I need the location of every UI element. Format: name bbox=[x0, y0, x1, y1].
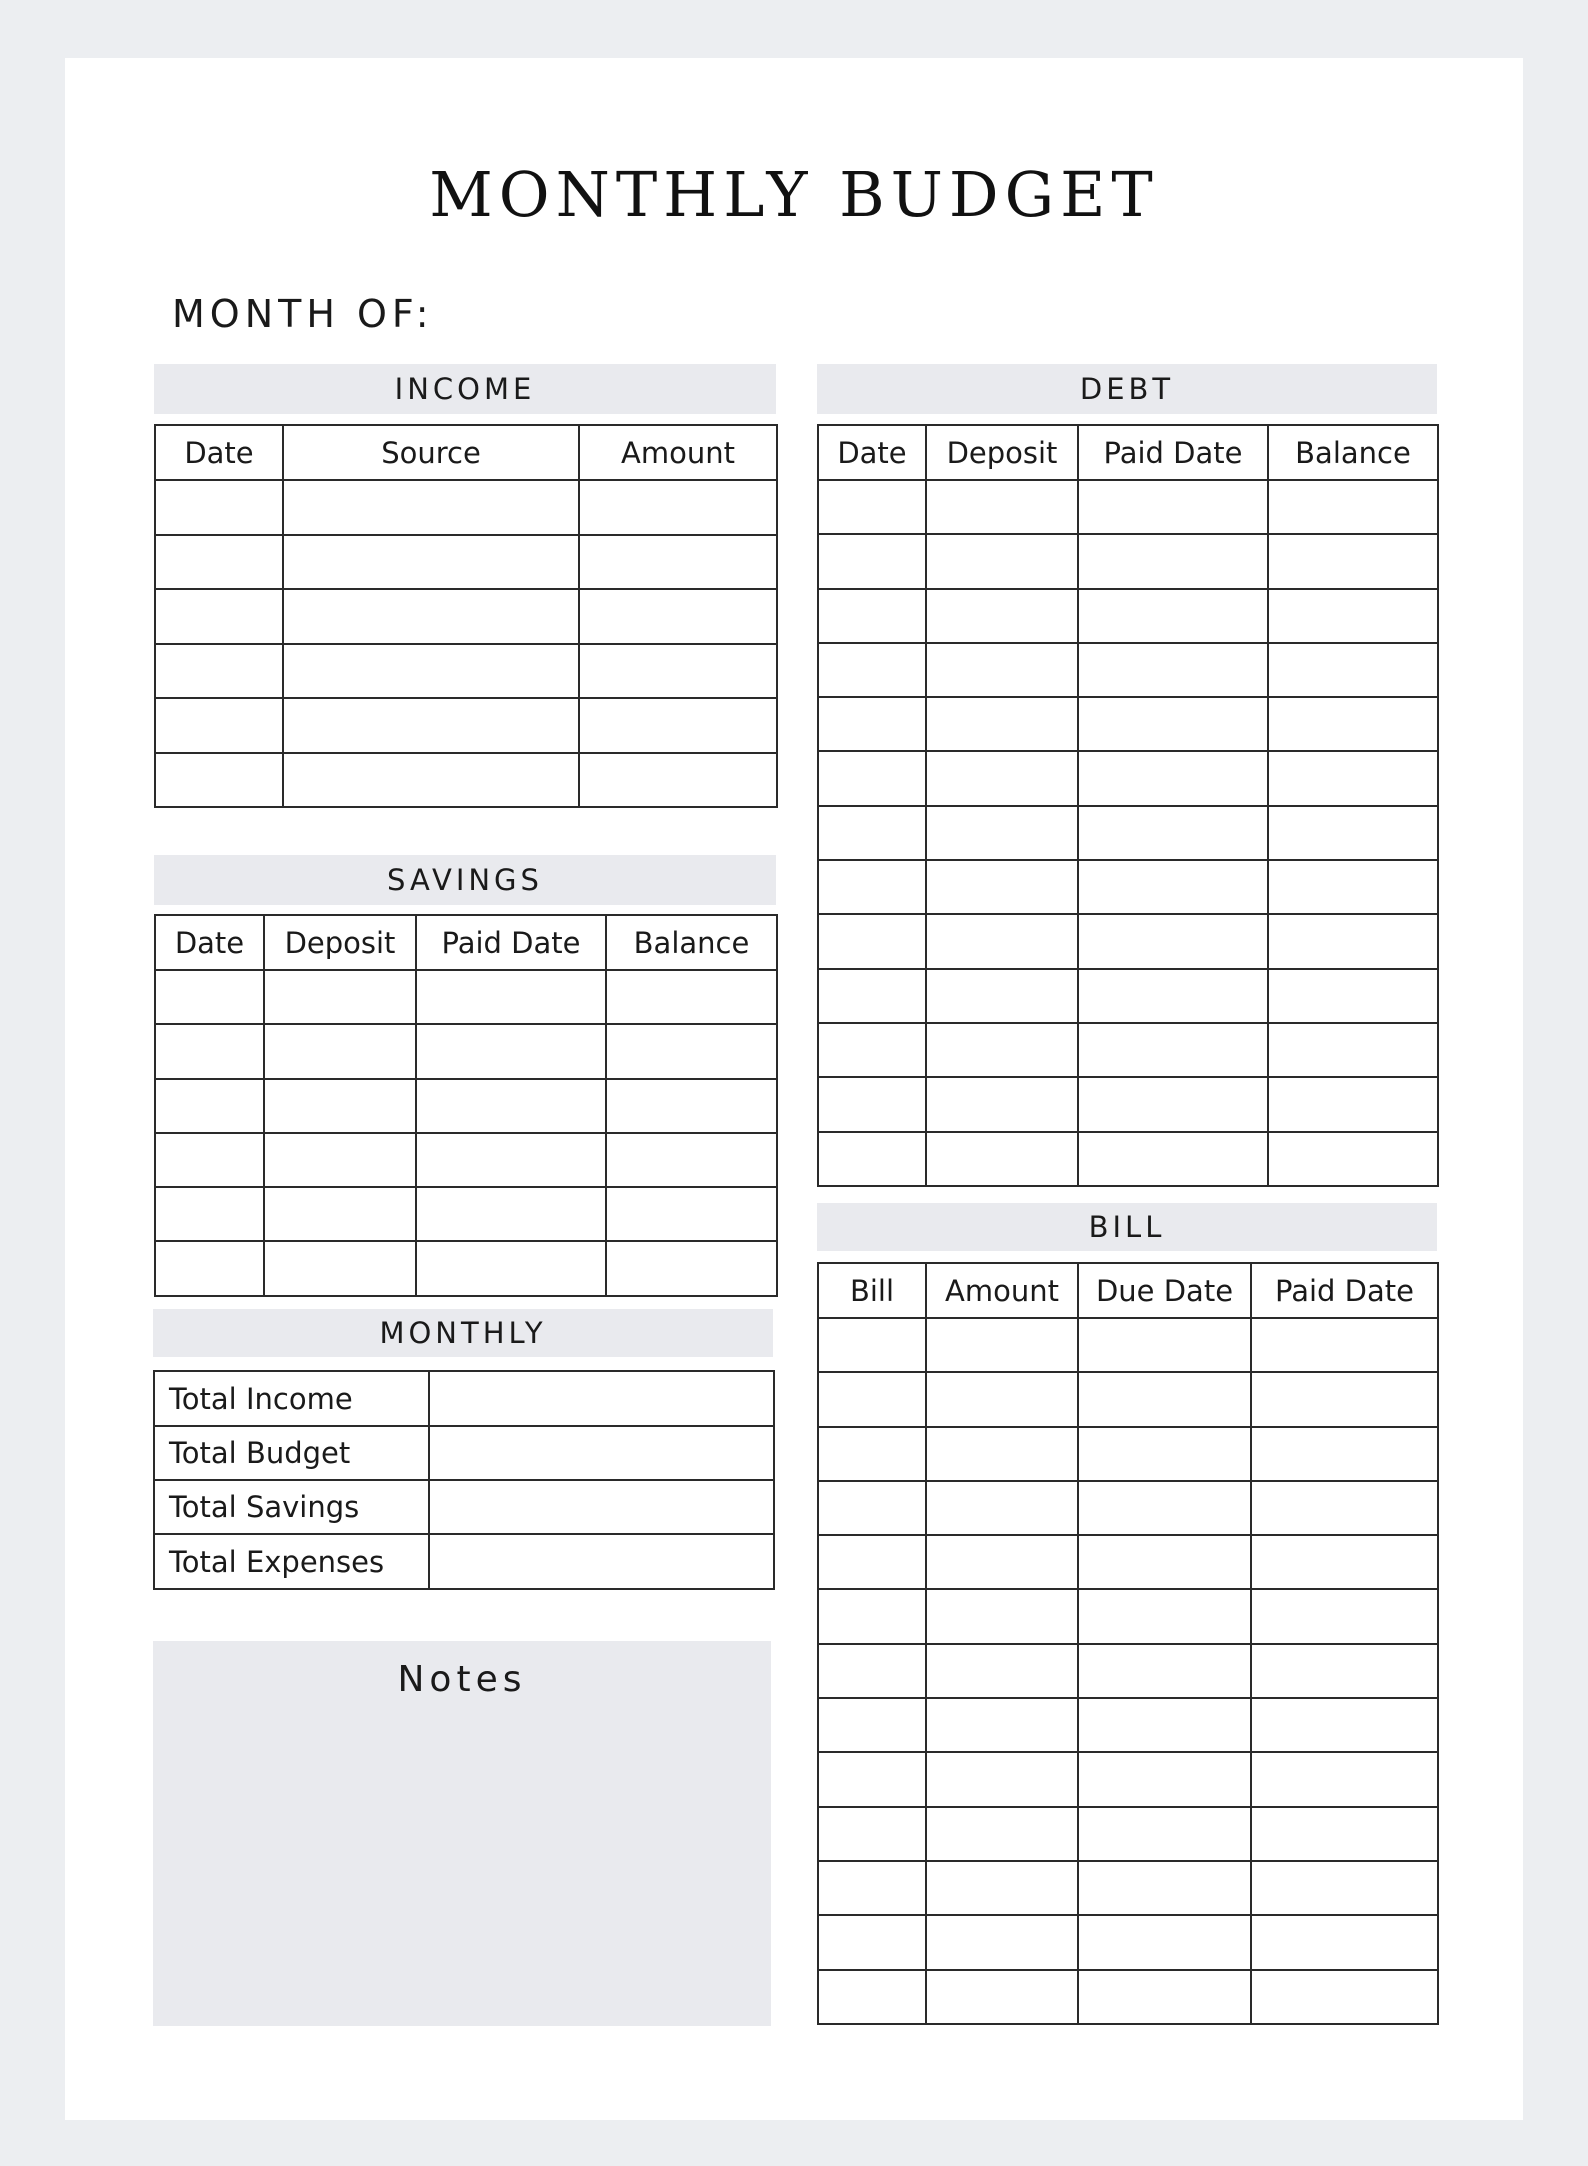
income-row bbox=[155, 753, 777, 808]
bill-cell[interactable] bbox=[1251, 1698, 1438, 1752]
debt-cell[interactable] bbox=[926, 914, 1078, 968]
income-cell[interactable] bbox=[155, 644, 283, 699]
debt-cell[interactable] bbox=[1268, 751, 1438, 805]
total-budget-label: Total Budget bbox=[154, 1426, 429, 1480]
debt-cell[interactable] bbox=[926, 806, 1078, 860]
bill-cell[interactable] bbox=[818, 1807, 926, 1861]
debt-row bbox=[818, 1132, 1438, 1186]
income-cell[interactable] bbox=[283, 535, 579, 590]
debt-cell[interactable] bbox=[926, 534, 1078, 588]
bill-col-due-date: Due Date bbox=[1078, 1263, 1251, 1318]
debt-cell[interactable] bbox=[1078, 1077, 1268, 1131]
bill-row bbox=[818, 1589, 1438, 1643]
savings-cell[interactable] bbox=[155, 1133, 264, 1187]
debt-row bbox=[818, 643, 1438, 697]
savings-cell[interactable] bbox=[155, 1187, 264, 1241]
income-cell[interactable] bbox=[283, 480, 579, 535]
income-body bbox=[155, 480, 777, 807]
debt-table bbox=[817, 424, 1439, 1187]
bill-cell[interactable] bbox=[1078, 1644, 1251, 1698]
debt-cell[interactable] bbox=[818, 534, 926, 588]
bill-table bbox=[817, 1262, 1439, 2025]
debt-cell[interactable] bbox=[818, 860, 926, 914]
bill-cell[interactable] bbox=[1078, 1970, 1251, 2024]
bill-col-amount: Amount bbox=[926, 1263, 1078, 1318]
bill-cell[interactable] bbox=[1078, 1481, 1251, 1535]
income-cell[interactable] bbox=[283, 644, 579, 699]
savings-row bbox=[155, 970, 777, 1024]
debt-cell[interactable] bbox=[926, 1132, 1078, 1186]
bill-row bbox=[818, 1861, 1438, 1915]
bill-row bbox=[818, 1481, 1438, 1535]
bill-cell[interactable] bbox=[926, 1861, 1078, 1915]
bill-cell[interactable] bbox=[1078, 1752, 1251, 1806]
debt-cell[interactable] bbox=[818, 480, 926, 534]
bill-cell[interactable] bbox=[818, 1752, 926, 1806]
bill-body bbox=[818, 1318, 1438, 2024]
debt-col-date: Date bbox=[818, 425, 926, 480]
debt-cell[interactable] bbox=[1268, 589, 1438, 643]
income-col-source: Source bbox=[283, 425, 579, 480]
debt-cell[interactable] bbox=[1078, 1132, 1268, 1186]
bill-cell[interactable] bbox=[1078, 1861, 1251, 1915]
savings-cell[interactable] bbox=[606, 1024, 777, 1078]
page-title: MONTHLY BUDGET bbox=[429, 158, 1159, 231]
income-cell[interactable] bbox=[283, 589, 579, 644]
income-cell[interactable] bbox=[579, 589, 777, 644]
savings-cell[interactable] bbox=[264, 970, 416, 1024]
bill-heading: BILL bbox=[817, 1203, 1437, 1251]
debt-cell[interactable] bbox=[1078, 860, 1268, 914]
bill-cell[interactable] bbox=[1251, 1752, 1438, 1806]
debt-cell[interactable] bbox=[926, 1023, 1078, 1077]
income-col-amount: Amount bbox=[579, 425, 777, 480]
debt-cell[interactable] bbox=[818, 643, 926, 697]
income-row bbox=[155, 480, 777, 535]
bill-cell[interactable] bbox=[926, 1807, 1078, 1861]
bill-cell[interactable] bbox=[1078, 1427, 1251, 1481]
savings-cell[interactable] bbox=[155, 970, 264, 1024]
debt-cell[interactable] bbox=[1078, 480, 1268, 534]
bill-cell[interactable] bbox=[926, 1318, 1078, 1372]
income-cell[interactable] bbox=[579, 644, 777, 699]
savings-cell[interactable] bbox=[264, 1024, 416, 1078]
monthly-heading: MONTHLY bbox=[153, 1309, 773, 1357]
debt-row bbox=[818, 697, 1438, 751]
income-cell[interactable] bbox=[579, 698, 777, 753]
bill-cell[interactable] bbox=[1251, 1807, 1438, 1861]
savings-table bbox=[154, 914, 778, 1297]
bill-cell[interactable] bbox=[926, 1589, 1078, 1643]
debt-cell[interactable] bbox=[1268, 643, 1438, 697]
bill-col-paid-date: Paid Date bbox=[1251, 1263, 1438, 1318]
debt-cell[interactable] bbox=[818, 806, 926, 860]
bill-cell[interactable] bbox=[818, 1644, 926, 1698]
bill-cell[interactable] bbox=[1251, 1318, 1438, 1372]
income-row bbox=[155, 644, 777, 699]
bill-cell[interactable] bbox=[818, 1698, 926, 1752]
bill-cell[interactable] bbox=[818, 1427, 926, 1481]
income-cell[interactable] bbox=[283, 698, 579, 753]
debt-col-deposit: Deposit bbox=[926, 425, 1078, 480]
bill-cell[interactable] bbox=[926, 1481, 1078, 1535]
bill-cell[interactable] bbox=[818, 1970, 926, 2024]
bill-cell[interactable] bbox=[926, 1644, 1078, 1698]
debt-row bbox=[818, 1023, 1438, 1077]
debt-cell[interactable] bbox=[926, 643, 1078, 697]
bill-cell[interactable] bbox=[926, 1372, 1078, 1426]
savings-cell[interactable] bbox=[264, 1241, 416, 1295]
bill-cell[interactable] bbox=[926, 1698, 1078, 1752]
debt-cell[interactable] bbox=[1268, 860, 1438, 914]
savings-cell[interactable] bbox=[606, 1187, 777, 1241]
debt-cell[interactable] bbox=[818, 969, 926, 1023]
debt-cell[interactable] bbox=[1078, 806, 1268, 860]
debt-col-paid-date: Paid Date bbox=[1078, 425, 1268, 480]
bill-cell[interactable] bbox=[1078, 1807, 1251, 1861]
bill-cell[interactable] bbox=[1251, 1644, 1438, 1698]
debt-cell[interactable] bbox=[818, 751, 926, 805]
bill-cell[interactable] bbox=[1251, 1915, 1438, 1969]
bill-cell[interactable] bbox=[1078, 1698, 1251, 1752]
bill-cell[interactable] bbox=[1251, 1427, 1438, 1481]
savings-body bbox=[155, 970, 777, 1296]
debt-cell[interactable] bbox=[926, 589, 1078, 643]
bill-cell[interactable] bbox=[818, 1318, 926, 1372]
bill-cell[interactable] bbox=[818, 1589, 926, 1643]
debt-heading: DEBT bbox=[817, 364, 1437, 414]
debt-cell[interactable] bbox=[818, 1077, 926, 1131]
savings-cell[interactable] bbox=[416, 970, 606, 1024]
total-budget-value[interactable] bbox=[429, 1426, 774, 1480]
debt-cell[interactable] bbox=[1268, 1077, 1438, 1131]
debt-cell[interactable] bbox=[818, 589, 926, 643]
bill-cell[interactable] bbox=[1078, 1915, 1251, 1969]
savings-cell[interactable] bbox=[416, 1024, 606, 1078]
total-savings-value[interactable] bbox=[429, 1480, 774, 1534]
savings-cell[interactable] bbox=[606, 1079, 777, 1133]
income-cell[interactable] bbox=[579, 480, 777, 535]
income-row bbox=[155, 535, 777, 590]
bill-cell[interactable] bbox=[1078, 1318, 1251, 1372]
debt-cell[interactable] bbox=[1078, 914, 1268, 968]
debt-row bbox=[818, 534, 1438, 588]
bill-row bbox=[818, 1372, 1438, 1426]
total-savings-label: Total Savings bbox=[154, 1480, 429, 1534]
debt-cell[interactable] bbox=[818, 1132, 926, 1186]
savings-cell[interactable] bbox=[264, 1187, 416, 1241]
debt-row bbox=[818, 860, 1438, 914]
bill-row bbox=[818, 1644, 1438, 1698]
debt-row bbox=[818, 751, 1438, 805]
bill-cell[interactable] bbox=[926, 1970, 1078, 2024]
bill-cell[interactable] bbox=[818, 1372, 926, 1426]
total-income-value[interactable] bbox=[429, 1371, 774, 1426]
savings-cell[interactable] bbox=[606, 1133, 777, 1187]
bill-cell[interactable] bbox=[1251, 1861, 1438, 1915]
bill-cell[interactable] bbox=[818, 1535, 926, 1589]
debt-row bbox=[818, 969, 1438, 1023]
debt-cell[interactable] bbox=[1078, 589, 1268, 643]
bill-cell[interactable] bbox=[926, 1915, 1078, 1969]
savings-cell[interactable] bbox=[606, 1241, 777, 1295]
bill-cell[interactable] bbox=[1251, 1970, 1438, 2024]
debt-cell[interactable] bbox=[1268, 1132, 1438, 1186]
bill-col-bill: Bill bbox=[818, 1263, 926, 1318]
bill-row bbox=[818, 1970, 1438, 2024]
debt-cell[interactable] bbox=[1078, 969, 1268, 1023]
debt-cell[interactable] bbox=[1268, 697, 1438, 751]
debt-cell[interactable] bbox=[926, 860, 1078, 914]
savings-col-paid-date: Paid Date bbox=[416, 915, 606, 970]
bill-cell[interactable] bbox=[818, 1915, 926, 1969]
debt-cell[interactable] bbox=[1268, 969, 1438, 1023]
debt-cell[interactable] bbox=[926, 1077, 1078, 1131]
bill-row bbox=[818, 1915, 1438, 1969]
debt-cell[interactable] bbox=[1078, 1023, 1268, 1077]
debt-cell[interactable] bbox=[926, 751, 1078, 805]
income-table bbox=[154, 424, 778, 808]
savings-cell[interactable] bbox=[606, 970, 777, 1024]
total-expenses-label: Total Expenses bbox=[154, 1534, 429, 1589]
savings-row bbox=[155, 1241, 777, 1295]
notes-area[interactable] bbox=[153, 1641, 771, 2026]
savings-col-balance: Balance bbox=[606, 915, 777, 970]
savings-cell[interactable] bbox=[155, 1079, 264, 1133]
bill-cell[interactable] bbox=[1251, 1535, 1438, 1589]
bill-row bbox=[818, 1318, 1438, 1372]
bill-cell[interactable] bbox=[926, 1535, 1078, 1589]
bill-cell[interactable] bbox=[1078, 1535, 1251, 1589]
bill-cell[interactable] bbox=[1078, 1589, 1251, 1643]
debt-col-balance: Balance bbox=[1268, 425, 1438, 480]
debt-cell[interactable] bbox=[926, 969, 1078, 1023]
savings-row bbox=[155, 1133, 777, 1187]
debt-cell[interactable] bbox=[1268, 480, 1438, 534]
savings-col-deposit: Deposit bbox=[264, 915, 416, 970]
bill-cell[interactable] bbox=[1078, 1372, 1251, 1426]
bill-cell[interactable] bbox=[926, 1427, 1078, 1481]
debt-row bbox=[818, 589, 1438, 643]
savings-cell[interactable] bbox=[416, 1187, 606, 1241]
income-cell[interactable] bbox=[283, 753, 579, 808]
income-col-date: Date bbox=[155, 425, 283, 480]
bill-row bbox=[818, 1427, 1438, 1481]
savings-row bbox=[155, 1024, 777, 1078]
debt-cell[interactable] bbox=[926, 480, 1078, 534]
savings-cell[interactable] bbox=[155, 1241, 264, 1295]
debt-cell[interactable] bbox=[1268, 1023, 1438, 1077]
savings-cell[interactable] bbox=[416, 1241, 606, 1295]
income-row bbox=[155, 589, 777, 644]
debt-cell[interactable] bbox=[1078, 751, 1268, 805]
income-cell[interactable] bbox=[155, 698, 283, 753]
debt-row bbox=[818, 914, 1438, 968]
savings-col-date: Date bbox=[155, 915, 264, 970]
bill-row bbox=[818, 1752, 1438, 1806]
monthly-table bbox=[153, 1370, 775, 1590]
income-cell[interactable] bbox=[579, 535, 777, 590]
income-cell[interactable] bbox=[579, 753, 777, 808]
income-cell[interactable] bbox=[155, 753, 283, 808]
bill-row bbox=[818, 1807, 1438, 1861]
savings-row bbox=[155, 1187, 777, 1241]
debt-cell[interactable] bbox=[1268, 806, 1438, 860]
savings-cell[interactable] bbox=[416, 1133, 606, 1187]
income-heading: INCOME bbox=[154, 364, 776, 414]
month-of-label: MONTH OF: bbox=[172, 292, 434, 336]
debt-body bbox=[818, 480, 1438, 1186]
bill-cell[interactable] bbox=[1251, 1481, 1438, 1535]
income-cell[interactable] bbox=[155, 535, 283, 590]
debt-cell[interactable] bbox=[1078, 697, 1268, 751]
bill-cell[interactable] bbox=[1251, 1589, 1438, 1643]
debt-row bbox=[818, 1077, 1438, 1131]
savings-cell[interactable] bbox=[264, 1133, 416, 1187]
debt-cell[interactable] bbox=[1078, 534, 1268, 588]
bill-row bbox=[818, 1698, 1438, 1752]
bill-cell[interactable] bbox=[818, 1861, 926, 1915]
bill-cell[interactable] bbox=[1251, 1372, 1438, 1426]
income-cell[interactable] bbox=[155, 480, 283, 535]
debt-cell[interactable] bbox=[926, 697, 1078, 751]
savings-row bbox=[155, 1079, 777, 1133]
debt-cell[interactable] bbox=[1268, 914, 1438, 968]
savings-heading: SAVINGS bbox=[154, 855, 776, 905]
debt-row bbox=[818, 480, 1438, 534]
debt-cell[interactable] bbox=[818, 697, 926, 751]
income-cell[interactable] bbox=[155, 589, 283, 644]
debt-cell[interactable] bbox=[1078, 643, 1268, 697]
debt-cell[interactable] bbox=[818, 914, 926, 968]
debt-cell[interactable] bbox=[1268, 534, 1438, 588]
debt-cell[interactable] bbox=[818, 1023, 926, 1077]
income-row bbox=[155, 698, 777, 753]
bill-cell[interactable] bbox=[818, 1481, 926, 1535]
bill-cell[interactable] bbox=[926, 1752, 1078, 1806]
total-expenses-value[interactable] bbox=[429, 1534, 774, 1589]
debt-row bbox=[818, 806, 1438, 860]
savings-cell[interactable] bbox=[155, 1024, 264, 1078]
savings-cell[interactable] bbox=[416, 1079, 606, 1133]
notes-heading: Notes bbox=[397, 1659, 527, 1700]
bill-row bbox=[818, 1535, 1438, 1589]
total-income-label: Total Income bbox=[154, 1371, 429, 1426]
savings-cell[interactable] bbox=[264, 1079, 416, 1133]
